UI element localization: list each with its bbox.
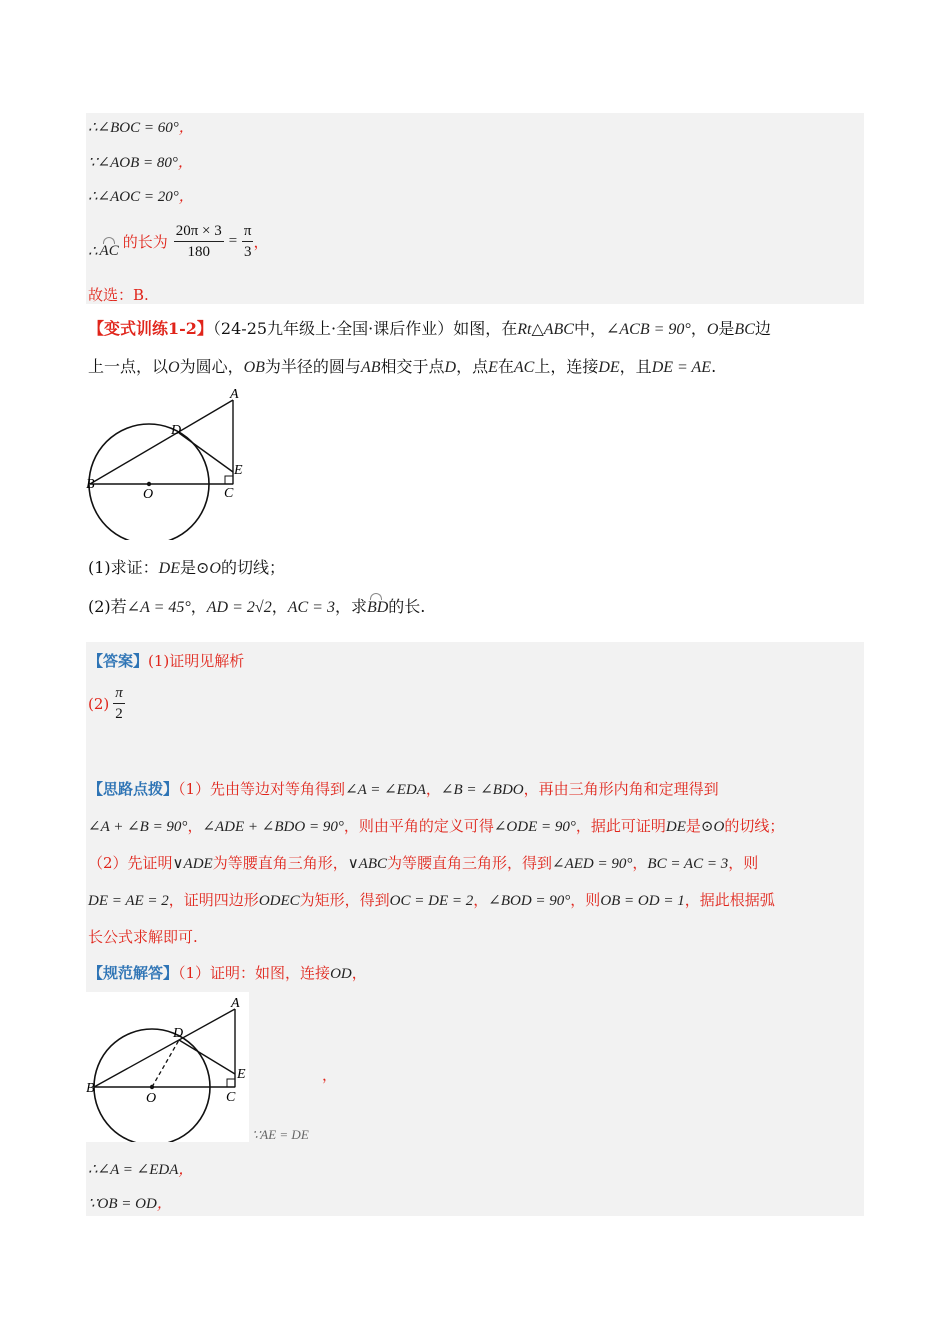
text: 上一点，以 (88, 357, 169, 376)
comma: ， (156, 1196, 172, 1212)
label-d: D (173, 1026, 184, 1041)
hint-line-3 (88, 852, 758, 873)
label-a: A (230, 388, 239, 402)
fraction-denominator: 2 (115, 706, 123, 722)
hint-tag: 【思路点拨】 (88, 780, 179, 798)
comma: ， (178, 189, 194, 205)
math-ac: AC = 3 (287, 599, 335, 616)
label-e: E (234, 463, 243, 478)
math: ∠ODE = 90° (493, 819, 576, 835)
label-o: O (143, 487, 154, 502)
step-a-eq-eda (88, 1158, 193, 1179)
math: ∠B = ∠BDO (440, 782, 524, 798)
math: ∨ABC (347, 856, 388, 872)
center-point-o (147, 482, 151, 486)
text: ， (690, 319, 707, 338)
text: ，则由平角的定义可得 (343, 817, 494, 835)
text: ，求 (334, 597, 367, 616)
problem-source: （24-25九年级上·全国·课后作业）如图，在 (212, 319, 518, 338)
label-b: B (86, 1081, 95, 1096)
math-e: E (488, 359, 498, 376)
text: ，且 (619, 357, 652, 376)
arc-ac: AC (99, 242, 119, 259)
text: 为矩形，得到 (299, 891, 390, 909)
text: ，点 (456, 357, 489, 376)
comma: ， (178, 1162, 194, 1178)
arc-bd: BD (366, 599, 389, 616)
fraction-numerator: π (242, 221, 254, 242)
text: 的切线； (724, 817, 785, 835)
problem-line-1 (88, 316, 771, 339)
math-bc: BC (734, 321, 755, 338)
answer-tag: 【答案】 (88, 652, 149, 670)
math-boc: ∴∠BOC = 60° (88, 120, 179, 136)
question-1 (88, 555, 285, 578)
math-ob: OB (243, 359, 265, 376)
math: OC = DE = 2 (389, 893, 474, 909)
label-o: O (146, 1091, 157, 1106)
math: ∠A + ∠B = 90° (88, 819, 188, 835)
text: (2)若 (88, 597, 127, 616)
arc-length-text: 的长为 (122, 232, 168, 251)
geometry-figure-2 (82, 992, 252, 1142)
comma: ， (177, 155, 193, 171)
math: OB = OD = 1 (600, 893, 685, 909)
text: (1)求证： (88, 558, 159, 577)
text: 为半径的圆与 (264, 357, 361, 376)
math: ∨ADE (172, 856, 213, 872)
hint-line-1 (88, 778, 719, 799)
text: . (711, 357, 717, 376)
text: 是 (718, 319, 735, 338)
math-aob: ∵∠AOB = 80° (88, 155, 178, 171)
math-o: O (706, 321, 719, 338)
geometry-figure-1 (82, 388, 262, 540)
fraction-numerator: π (113, 683, 125, 704)
math-aoc: ∴∠AOC = 20° (88, 189, 179, 205)
math: ∠ADE + ∠BDO = 90° (202, 819, 344, 835)
text: 的切线； (220, 558, 285, 577)
math-de: DE (158, 560, 180, 577)
text: ，再由三角形内角和定理得到 (523, 780, 719, 798)
after-figure-comma: ， (322, 1066, 338, 1084)
segment-ba (94, 1009, 235, 1087)
text: ， (425, 780, 441, 798)
label-d: D (171, 423, 182, 438)
text: 的长. (388, 597, 426, 616)
comma: ， (253, 232, 269, 251)
math-de-eq-ae: DE = AE (651, 359, 712, 376)
fraction-denominator: 3 (243, 243, 252, 260)
text: ，据此可证明 (575, 817, 666, 835)
question-2: (2)若∠A = 45°，AD = 2√2，AC = 3，求BD的长. (88, 597, 426, 616)
label-c: C (224, 486, 234, 501)
math-ac: AC (513, 359, 535, 376)
hint-line-4 (88, 889, 775, 910)
center-point-o (150, 1085, 154, 1089)
text: ，则 (728, 854, 759, 872)
answer-part-1: (1)证明见解析 (148, 652, 245, 670)
math: DE (665, 819, 686, 835)
math: ⊙O (700, 819, 725, 835)
math-ad: AD = 2√2 (206, 599, 272, 616)
text: ， (187, 817, 203, 835)
text: 边 (754, 319, 771, 338)
step-aob (88, 151, 193, 172)
text: （1）证明：如图，连接 (178, 964, 331, 982)
label-b: B (86, 477, 95, 492)
right-angle-mark (227, 1079, 235, 1087)
text: ， (632, 854, 648, 872)
text: 是 (180, 558, 197, 577)
math: ∴∠A = ∠EDA (88, 1162, 179, 1178)
text: ，证明四边形 (168, 891, 259, 909)
because-ae-eq-de: ∵AE = DE (252, 1127, 309, 1142)
answer-line-1 (88, 650, 244, 671)
text: 相交于点 (380, 357, 445, 376)
fraction-numerator: 20π × 3 (174, 221, 224, 242)
therefore-symbol: ∴ (88, 243, 98, 260)
math-ab: AB (360, 359, 381, 376)
math-rt-abc: Rt△ABC (517, 321, 574, 338)
fraction-20pi-3-180 (174, 221, 224, 262)
variant-training-tag: 【变式训练1-2】 (88, 319, 213, 338)
comma: ， (178, 120, 194, 136)
text: 是 (685, 817, 701, 835)
text: （2）先证明 (88, 854, 173, 872)
fraction-pi-3 (242, 221, 254, 262)
text: 上，连接 (534, 357, 599, 376)
text: 为等腰直角三角形，得到 (387, 854, 553, 872)
math: DE = AE = 2 (88, 893, 169, 909)
text: 为等腰直角三角形， (212, 854, 348, 872)
math: ∠AED = 90° (552, 856, 633, 872)
label-c: C (226, 1090, 236, 1105)
math-d: D (444, 359, 457, 376)
right-angle-mark (225, 476, 233, 484)
label-a: A (231, 996, 240, 1011)
problem-line-2 (88, 354, 716, 377)
hint-line-5: 长公式求解即可. (88, 928, 198, 946)
equals-sign: = (227, 232, 238, 249)
text: ，则 (570, 891, 601, 909)
segment-ba (90, 400, 233, 484)
step-boc (88, 116, 194, 137)
text: ， (351, 964, 367, 982)
math: BC = AC = 3 (647, 856, 729, 872)
answer-line-2 (88, 683, 125, 724)
math: ∵OB = OD (88, 1196, 157, 1212)
text: 为圆心， (179, 357, 244, 376)
solution-continuation-box (86, 113, 864, 304)
text: ，据此根据弧 (684, 891, 775, 909)
label-e: E (237, 1067, 246, 1082)
math-angle-a: ∠A = 45° (126, 599, 191, 616)
choice-b: 故选：B. (88, 286, 149, 304)
math-acb-90: ∠ACB = 90° (606, 321, 691, 338)
math-od: OD (330, 966, 352, 982)
text: ， (473, 891, 489, 909)
step-arc-length (88, 218, 269, 264)
text: 在 (497, 357, 514, 376)
math-de: DE (598, 359, 620, 376)
answer-part-2-prefix: (2) (88, 694, 110, 713)
solution-tag: 【规范解答】 (88, 964, 179, 982)
answer-fraction-pi-2 (113, 683, 125, 724)
math-o: O (168, 359, 180, 376)
step-ob-eq-od (88, 1192, 172, 1213)
math: ∠A = ∠EDA (345, 782, 426, 798)
math-circle-o: ⊙O (196, 560, 221, 577)
fraction-denominator: 180 (187, 243, 210, 260)
step-aoc (88, 185, 194, 206)
hint-line-2 (88, 815, 784, 836)
math: ∠BOD = 90° (488, 893, 571, 909)
text: 中， (573, 319, 606, 338)
text: （1）先由等边对等角得到 (178, 780, 346, 798)
math: ODEC (258, 893, 300, 909)
solution-line-1 (88, 962, 367, 983)
